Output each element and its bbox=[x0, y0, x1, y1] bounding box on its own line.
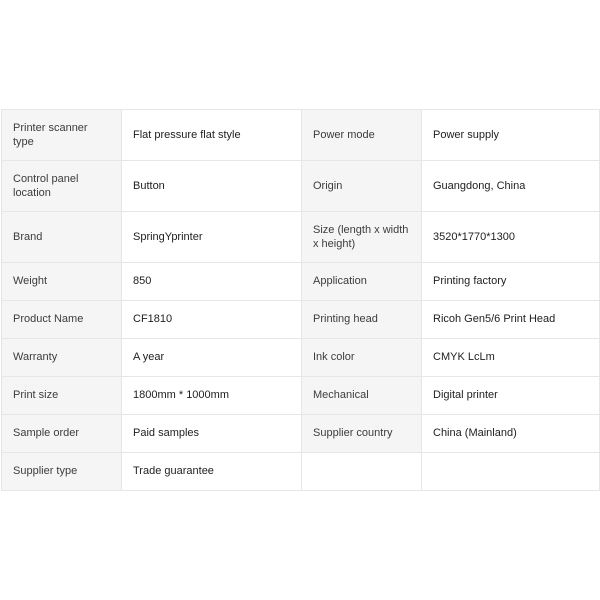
spec-label: Supplier country bbox=[302, 415, 422, 453]
spec-value: 1800mm * 1000mm bbox=[122, 377, 302, 415]
spec-label: Application bbox=[302, 263, 422, 301]
spec-value: CF1810 bbox=[122, 301, 302, 339]
spec-label: Size (length x width x height) bbox=[302, 212, 422, 263]
table-row bbox=[2, 377, 600, 415]
table-row bbox=[2, 415, 600, 453]
spec-label: Product Name bbox=[2, 301, 122, 339]
spec-value: Ricoh Gen5/6 Print Head bbox=[422, 301, 600, 339]
spec-value: Paid samples bbox=[122, 415, 302, 453]
spec-value: Guangdong, China bbox=[422, 161, 600, 212]
spec-label: Print size bbox=[2, 377, 122, 415]
table-row bbox=[2, 161, 600, 212]
spec-label: Sample order bbox=[2, 415, 122, 453]
spec-value: 850 bbox=[122, 263, 302, 301]
spec-value: Power supply bbox=[422, 110, 600, 161]
table-row bbox=[2, 453, 600, 491]
table-row bbox=[2, 212, 600, 263]
spec-label: Control panel location bbox=[2, 161, 122, 212]
empty-cell bbox=[302, 453, 422, 491]
spec-label: Mechanical bbox=[302, 377, 422, 415]
spec-value: A year bbox=[122, 339, 302, 377]
spec-value: CMYK LcLm bbox=[422, 339, 600, 377]
spec-value: Trade guarantee bbox=[122, 453, 302, 491]
empty-cell bbox=[422, 453, 600, 491]
spec-value: SpringYprinter bbox=[122, 212, 302, 263]
spec-value: Printing factory bbox=[422, 263, 600, 301]
table-row bbox=[2, 339, 600, 377]
spec-label: Warranty bbox=[2, 339, 122, 377]
table-row bbox=[2, 301, 600, 339]
spec-label: Printing head bbox=[302, 301, 422, 339]
spec-value: Flat pressure flat style bbox=[122, 110, 302, 161]
spec-label: Power mode bbox=[302, 110, 422, 161]
spec-label: Brand bbox=[2, 212, 122, 263]
spec-value: 3520*1770*1300 bbox=[422, 212, 600, 263]
spec-label: Supplier type bbox=[2, 453, 122, 491]
spec-label: Origin bbox=[302, 161, 422, 212]
table-row bbox=[2, 110, 600, 161]
spec-label: Ink color bbox=[302, 339, 422, 377]
spec-label: Weight bbox=[2, 263, 122, 301]
table-row bbox=[2, 263, 600, 301]
spec-label: Printer scanner type bbox=[2, 110, 122, 161]
spec-value: China (Mainland) bbox=[422, 415, 600, 453]
spec-table bbox=[1, 109, 600, 491]
spec-value: Digital printer bbox=[422, 377, 600, 415]
spec-value: Button bbox=[122, 161, 302, 212]
